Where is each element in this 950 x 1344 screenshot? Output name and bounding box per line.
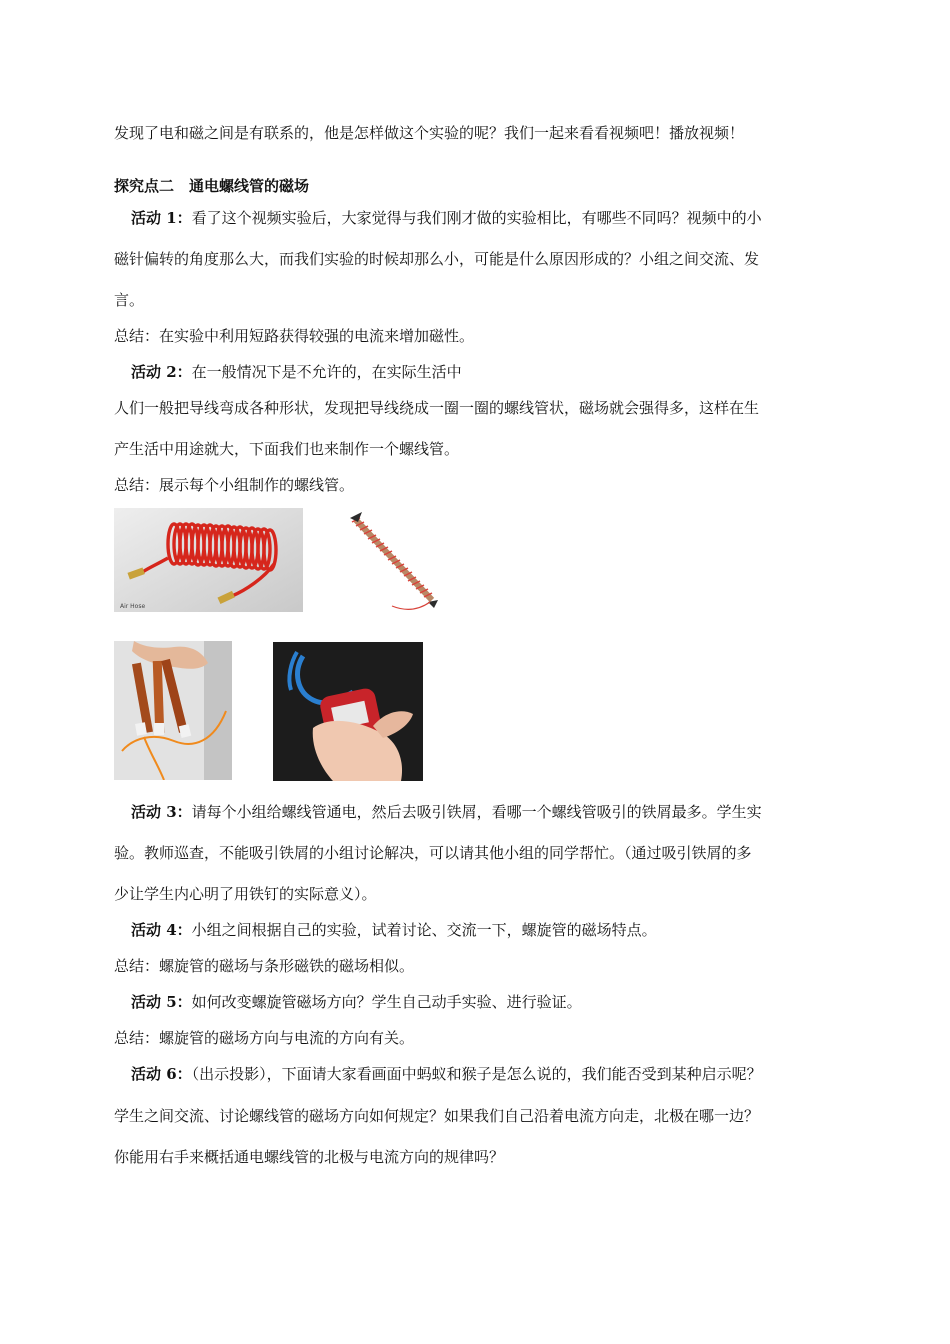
wire-coil-rod-photo bbox=[326, 508, 441, 612]
activity-6-line-2: 学生之间交流、讨论螺线管的磁场方向如何规定？如果我们自己沿着电流方向走，北极在哪一边？ bbox=[114, 1107, 760, 1125]
activity-3-text-1: 请每个小组给螺线管通电，然后去吸引铁屑，看哪一个螺线管吸引的铁屑最多。学生实 bbox=[191, 803, 762, 821]
activity-4-line-1 bbox=[131, 920, 657, 940]
activity-4-label: 活动 4： bbox=[131, 921, 192, 939]
activity-3-line-2: 验。教师巡查，不能吸引铁屑的小组讨论解决，可以请其他小组的同学帮忙。（通过吸引铁屑的多 bbox=[114, 844, 752, 862]
activity-2-line-2: 人们一般把导线弯成各种形状，发现把导线绕成一圈一圈的螺线管状，磁场就会强得多，这样在生 bbox=[114, 399, 760, 417]
summary-4: 总结：螺旋管的磁场与条形磁铁的磁场相似。 bbox=[114, 957, 415, 975]
activity-6-line-3: 你能用右手来概括通电螺线管的北极与电流方向的规律吗？ bbox=[114, 1148, 505, 1166]
activity-5-label: 活动 5： bbox=[131, 993, 192, 1011]
activity-3-line-1 bbox=[131, 802, 762, 822]
activity-1-line-1 bbox=[131, 208, 762, 228]
activity-4-text-1: 小组之间根据自己的实验，试着讨论、交流一下，螺旋管的磁场特点。 bbox=[191, 921, 657, 939]
summary-2: 总结：展示每个小组制作的螺线管。 bbox=[114, 476, 355, 494]
summary-5: 总结：螺旋管的磁场方向与电流的方向有关。 bbox=[114, 1029, 415, 1047]
activity-6-text-1: （出示投影），下面请大家看画面中蚂蚁和猴子是怎么说的，我们能否受到某种启示呢？ bbox=[191, 1065, 762, 1083]
activity-1-line-3: 言。 bbox=[114, 291, 145, 309]
activity-5-line-1 bbox=[131, 992, 582, 1012]
activity-1-line-2: 磁针偏转的角度那么大，而我们实验的时候却那么小，可能是什么原因形成的？小组之间交流、发 bbox=[114, 250, 760, 268]
activity-5-text-1: 如何改变螺旋管磁场方向？学生自己动手实验、进行验证。 bbox=[191, 993, 582, 1011]
hand-held-coil-blue-wire-photo bbox=[273, 642, 423, 781]
nail-coils-in-hand-photo bbox=[114, 641, 232, 780]
activity-2-line-1 bbox=[131, 362, 462, 382]
activity-3-line-3: 少让学生内心明了用铁钉的实际意义）。 bbox=[114, 885, 377, 903]
activity-2-text-1: 在一般情况下是不允许的，在实际生活中 bbox=[191, 363, 462, 381]
intro-paragraph: 发现了电和磁之间是有联系的，他是怎样做这个实验的呢？我们一起来看看视频吧！播放视频！ bbox=[114, 124, 745, 142]
photo-caption-air-hose: Air Hose bbox=[120, 603, 146, 610]
activity-2-label: 活动 2： bbox=[131, 363, 192, 381]
activity-1-label: 活动 1： bbox=[131, 209, 192, 227]
summary-1: 总结：在实验中利用短路获得较强的电流来增加磁性。 bbox=[114, 327, 475, 345]
activity-3-label: 活动 3： bbox=[131, 803, 192, 821]
activity-6-label: 活动 6： bbox=[131, 1065, 192, 1083]
activity-1-text-1: 看了这个视频实验后，大家觉得与我们刚才做的实验相比，有哪些不同吗？视频中的小 bbox=[191, 209, 762, 227]
section-heading: 探究点二 通电螺线管的磁场 bbox=[114, 177, 310, 195]
activity-6-line-1 bbox=[131, 1064, 762, 1084]
coiled-air-hose-photo bbox=[114, 508, 303, 612]
activity-2-line-3: 产生活中用途就大，下面我们也来制作一个螺线管。 bbox=[114, 440, 460, 458]
